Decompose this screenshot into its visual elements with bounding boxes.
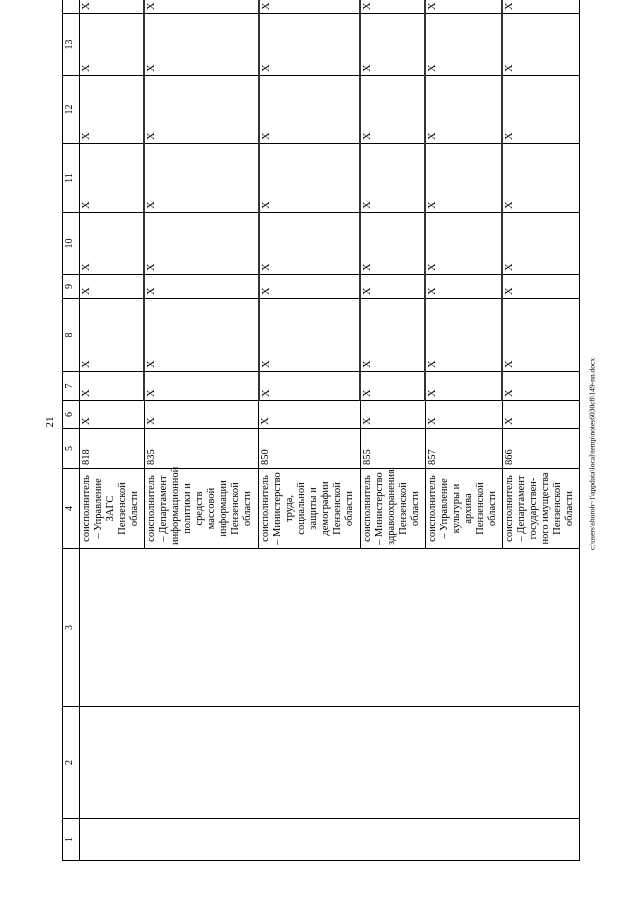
col-header: 3 bbox=[63, 549, 80, 707]
table-cell: 855 bbox=[360, 429, 425, 469]
table-cell: соисполнитель – Министерство здравоохранения Пензенской области bbox=[360, 469, 425, 549]
col-header: 12 bbox=[63, 76, 80, 144]
program-table bbox=[62, 0, 580, 861]
table-cell: X bbox=[144, 299, 258, 372]
table-cell: X bbox=[425, 275, 502, 299]
table-cell: X bbox=[259, 275, 361, 299]
table-row bbox=[80, 0, 145, 861]
table-body bbox=[80, 0, 580, 861]
table-cell: X bbox=[259, 144, 361, 213]
table-cell bbox=[80, 819, 580, 861]
col-header bbox=[63, 0, 80, 14]
table-cell: X bbox=[360, 299, 425, 372]
col-header: 11 bbox=[63, 144, 80, 213]
col-header: 1 bbox=[63, 819, 80, 861]
table-cell: X bbox=[80, 372, 145, 401]
col-header: 4 bbox=[63, 469, 80, 549]
col-header: 10 bbox=[63, 213, 80, 275]
table-cell: X bbox=[502, 14, 579, 76]
table-cell: X bbox=[425, 299, 502, 372]
table-cell: X bbox=[360, 14, 425, 76]
table-cell: X bbox=[502, 76, 579, 144]
table-cell: X bbox=[360, 213, 425, 275]
table-cell: X bbox=[502, 299, 579, 372]
col-header: 9 bbox=[63, 275, 80, 299]
col-header: 7 bbox=[63, 372, 80, 401]
table-cell: X bbox=[80, 144, 145, 213]
table-cell: X bbox=[360, 275, 425, 299]
table-cell: X bbox=[144, 372, 258, 401]
table-cell: X bbox=[144, 275, 258, 299]
table-cell: X bbox=[502, 372, 579, 401]
page-number: 21 bbox=[44, 416, 56, 428]
col-header: 13 bbox=[63, 14, 80, 76]
table-cell: X bbox=[259, 76, 361, 144]
table-cell: X bbox=[80, 76, 145, 144]
table-cell: X bbox=[144, 213, 258, 275]
header-row bbox=[63, 0, 80, 861]
table-cell: X bbox=[425, 372, 502, 401]
footer-file-path: c:\users\shoroh~1\appdata\local\temp\notes6030c8\149-nn.docx bbox=[587, 357, 597, 551]
table-cell: X bbox=[425, 0, 502, 14]
table-cell: 850 bbox=[259, 429, 361, 469]
table-cell: X bbox=[144, 0, 258, 14]
table-cell: X bbox=[144, 144, 258, 213]
table-cell: 857 bbox=[425, 429, 502, 469]
table-cell: X bbox=[502, 0, 579, 14]
table-cell: X bbox=[144, 76, 258, 144]
table-cell: X bbox=[502, 144, 579, 213]
table-cell: X bbox=[502, 213, 579, 275]
table-cell: X bbox=[80, 299, 145, 372]
table-cell: X bbox=[80, 213, 145, 275]
col-header: 2 bbox=[63, 707, 80, 819]
table-cell: X bbox=[80, 401, 145, 429]
table-cell: X bbox=[360, 144, 425, 213]
table-cell: X bbox=[259, 213, 361, 275]
table-container bbox=[62, 2, 580, 861]
table-cell bbox=[80, 549, 580, 707]
col-header: 6 bbox=[63, 401, 80, 429]
table-cell: X bbox=[360, 76, 425, 144]
table-cell: X bbox=[502, 401, 579, 429]
table-cell: соисполнитель – Департамент информационной политики и средств массовой информации Пензенской области bbox=[144, 469, 258, 549]
table-cell: X bbox=[144, 14, 258, 76]
table-cell: X bbox=[425, 144, 502, 213]
table-cell: X bbox=[80, 275, 145, 299]
table-cell: 866 bbox=[502, 429, 579, 469]
table-cell: X bbox=[425, 213, 502, 275]
table-cell: X bbox=[80, 14, 145, 76]
col-header: 5 bbox=[63, 429, 80, 469]
table-cell: X bbox=[360, 0, 425, 14]
table-cell: X bbox=[144, 401, 258, 429]
table-cell: X bbox=[259, 14, 361, 76]
table-cell: соисполнитель – Министерство труда, социальной защиты и демографии Пензенской области bbox=[259, 469, 361, 549]
table-cell: X bbox=[360, 401, 425, 429]
table-cell: X bbox=[425, 14, 502, 76]
table-cell: X bbox=[425, 401, 502, 429]
table-cell: X bbox=[360, 372, 425, 401]
table-cell: X bbox=[259, 0, 361, 14]
table-cell: X bbox=[259, 299, 361, 372]
table-cell: X bbox=[80, 0, 145, 14]
col-header: 8 bbox=[63, 299, 80, 372]
table-cell: 835 bbox=[144, 429, 258, 469]
table-cell: соисполнитель – Управление ЗАГС Пензенской области bbox=[80, 469, 145, 549]
table-cell: соисполнитель – Управление культуры и архива Пензенской области bbox=[425, 469, 502, 549]
table-cell: X bbox=[259, 372, 361, 401]
table-cell: 818 bbox=[80, 429, 145, 469]
table-cell: X bbox=[502, 275, 579, 299]
table-cell: соисполнитель – Департамент государствен-ного имущества Пензенской области bbox=[502, 469, 579, 549]
table-cell: X bbox=[259, 401, 361, 429]
table-cell bbox=[80, 707, 580, 819]
table-cell: X bbox=[425, 76, 502, 144]
